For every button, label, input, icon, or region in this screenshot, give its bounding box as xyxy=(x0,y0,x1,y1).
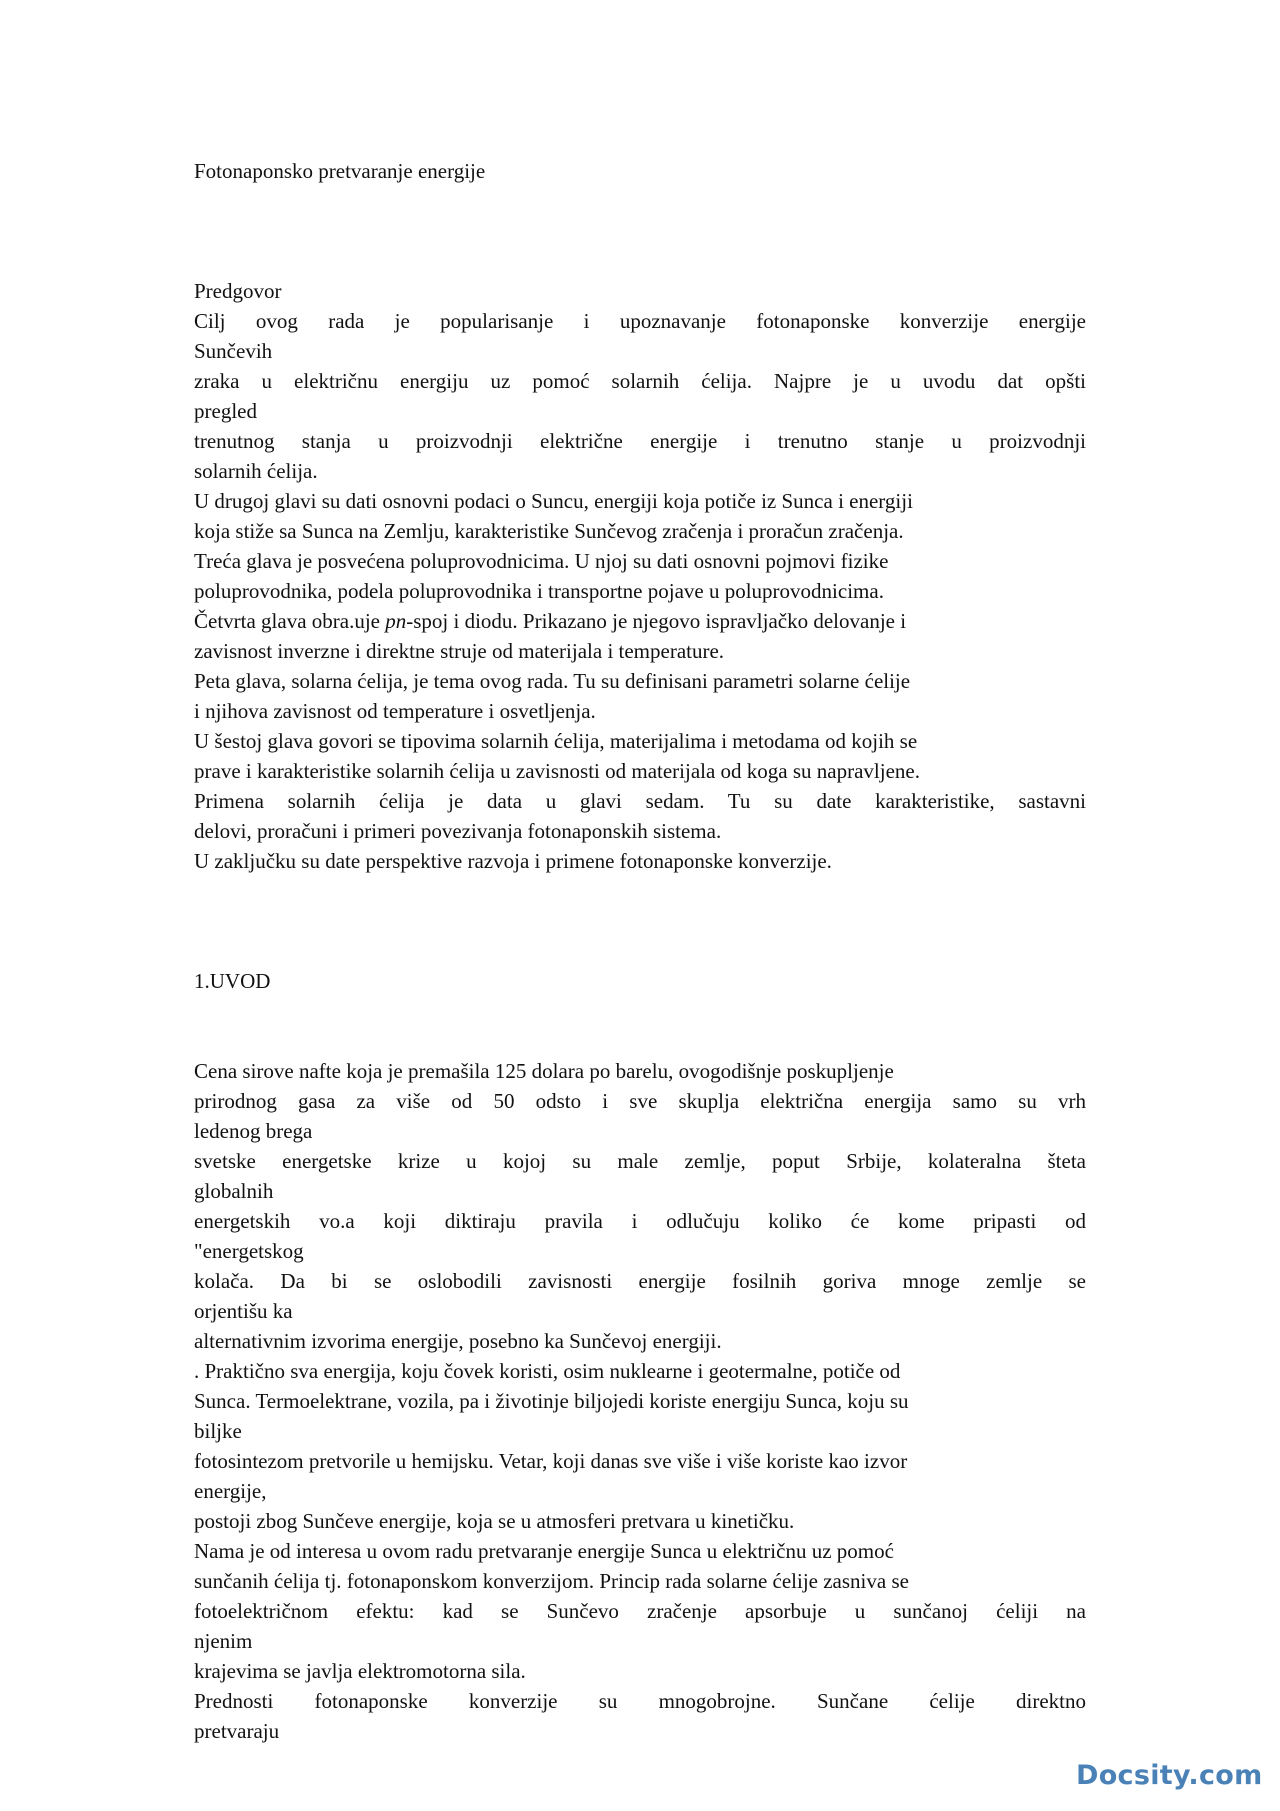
text-line: Peta glava, solarna ćelija, je tema ovog rada. Tu su definisani parametri solarne ćelije xyxy=(194,669,911,693)
text-line: fotosintezom pretvorile u hemijsku. Vetar, koji danas sve više i više koriste kao izvor xyxy=(194,1449,908,1473)
text-line: energetskih vo.a koji diktiraju pravila i odlučuju koliko će kome pripasti od xyxy=(194,1209,1086,1233)
text-line: U šestoj glava govori se tipovima solarnih ćelija, materijalima i metodama od kojih se xyxy=(194,729,918,753)
text-segment: -spoj i diodu. Prikazano je njegovo ispravljačko delovanje i xyxy=(406,609,907,633)
docsity-watermark: Docsity.com xyxy=(1076,1760,1263,1791)
text-line: krajevima se javlja elektromotorna sila. xyxy=(194,1659,526,1683)
text-line: Cilj ovog rada je popularisanje i upoznavanje fotonaponske konverzije energije xyxy=(194,309,1086,333)
text-line: U drugoj glavi su dati osnovni podaci o Suncu, energiji koja potiče iz Sunca i energiji xyxy=(194,489,913,513)
text-line: delovi, proračuni i primeri povezivanja fotonaponskih sistema. xyxy=(194,819,722,843)
text-line: Nama je od interesa u ovom radu pretvaranje energije Sunca u električnu uz pomoć xyxy=(194,1539,894,1563)
text-line: alternativnim izvorima energije, posebno ka Sunčevoj energiji. xyxy=(194,1329,722,1353)
text-line: koja stiže sa Sunca na Zemlju, karakteristike Sunčevog zračenja i proračun zračenja. xyxy=(194,519,904,543)
spacer xyxy=(194,186,1086,276)
text-line: pretvaraju xyxy=(194,1719,280,1743)
preface-paragraphs xyxy=(194,306,1086,876)
text-line xyxy=(194,606,1086,636)
text-line: Prednosti fotonaponske konverzije su mnogobrojne. Sunčane ćelije direktno xyxy=(194,1689,1086,1713)
text-line: ledenog brega xyxy=(194,1119,313,1143)
text-line: njenim xyxy=(194,1629,253,1653)
text-line: fotoelektričnom efektu: kad se Sunčevo zračenje apsorbuje u sunčanoj ćeliji na xyxy=(194,1599,1086,1623)
text-line: svetske energetske krize u kojoj su male zemlje, poput Srbije, kolateralna šteta xyxy=(194,1149,1086,1173)
document-body xyxy=(194,156,1086,1746)
italic-term: pn xyxy=(385,609,407,633)
text-line: solarnih ćelija. xyxy=(194,459,318,483)
text-line: i njihova zavisnost od temperature i osvetljenja. xyxy=(194,699,596,723)
text-line: postoji zbog Sunčeve energije, koja se u atmosferi pretvara u kinetičku. xyxy=(194,1509,795,1533)
text-line: . Praktično sva energija, koju čovek koristi, osim nuklearne i geotermalne, potiče od xyxy=(194,1359,901,1383)
text-line: trenutnog stanja u proizvodnji električne energije i trenutno stanje u proizvodnji xyxy=(194,429,1086,453)
text-line: poluprovodnika, podela poluprovodnika i transportne pojave u poluprovodnicima. xyxy=(194,579,884,603)
intro-paragraphs xyxy=(194,1056,1086,1746)
text-line: orjentišu ka xyxy=(194,1299,293,1323)
text-line: prave i karakteristike solarnih ćelija u zavisnosti od materijala od koga su napravljene. xyxy=(194,759,920,783)
text-line: "energetskog xyxy=(194,1239,304,1263)
text-line: Sunčevih xyxy=(194,339,273,363)
text-line: zraka u električnu energiju uz pomoć solarnih ćelija. Najpre je u uvodu dat opšti xyxy=(194,369,1086,393)
text-line: Sunca. Termoelektrane, vozila, pa i životinje biljojedi koriste energiju Sunca, koju su xyxy=(194,1389,909,1413)
text-segment: Četvrta glava obra.uje xyxy=(194,609,386,633)
text-line: energije, xyxy=(194,1479,267,1503)
text-line: biljke xyxy=(194,1419,242,1443)
text-line: Cena sirove nafte koja je premašila 125 dolara po barelu, ovogodišnje poskupljenje xyxy=(194,1059,894,1083)
text-line: zavisnost inverzne i direktne struje od materijala i temperature. xyxy=(194,639,725,663)
spacer xyxy=(194,996,1086,1056)
spacer xyxy=(194,876,1086,966)
text-line: pregled xyxy=(194,399,257,423)
intro-heading: 1.UVOD xyxy=(194,969,271,993)
preface-heading: Predgovor xyxy=(194,279,282,303)
text-line: kolača. Da bi se oslobodili zavisnosti energije fosilnih goriva mnoge zemlje se xyxy=(194,1269,1086,1293)
text-line: sunčanih ćelija tj. fotonaponskom konverzijom. Princip rada solarne ćelije zasniva se xyxy=(194,1569,909,1593)
text-line: prirodnog gasa za više od 50 odsto i sve skuplja električna energija samo su vrh xyxy=(194,1089,1086,1113)
document-title: Fotonaponsko pretvaranje energije xyxy=(194,159,486,183)
text-line: globalnih xyxy=(194,1179,274,1203)
text-line: U zaključku su date perspektive razvoja i primene fotonaponske konverzije. xyxy=(194,849,832,873)
text-line: Primena solarnih ćelija je data u glavi sedam. Tu su date karakteristike, sastavni xyxy=(194,789,1086,813)
text-line: Treća glava je posvećena poluprovodnicima. U njoj su dati osnovni pojmovi fizike xyxy=(194,549,889,573)
